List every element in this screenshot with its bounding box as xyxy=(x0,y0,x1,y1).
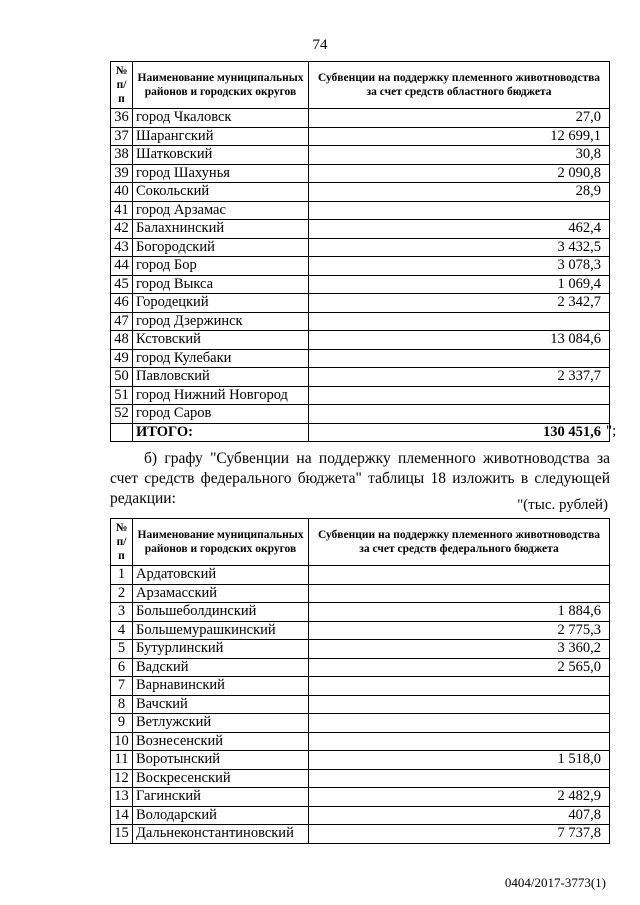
table-row xyxy=(111,769,610,788)
district-name: город Кулебаки xyxy=(133,349,309,368)
subsidy-value xyxy=(309,695,610,714)
subsidy-value: 1 518,0 xyxy=(309,751,610,770)
row-number: 37 xyxy=(111,127,133,146)
subsidy-value: 3 360,2 xyxy=(309,640,610,659)
table-row xyxy=(111,275,610,294)
subsidy-value xyxy=(309,677,610,696)
row-number: 1 xyxy=(111,566,133,585)
district-name: город Выкса xyxy=(133,275,309,294)
subsidy-value: 12 699,1 xyxy=(309,127,610,146)
table-row xyxy=(111,677,610,696)
paragraph-text: б) графу "Субвенции на поддержку племенного животноводства за счет средств федерального бюджета" таблицы 18 изложить в следующей редакции: xyxy=(110,450,610,507)
table-row xyxy=(111,368,610,387)
row-number: 4 xyxy=(111,621,133,640)
row-number: 42 xyxy=(111,220,133,239)
page-number: 74 xyxy=(312,37,328,53)
row-number: 12 xyxy=(111,769,133,788)
table-row xyxy=(111,201,610,220)
district-name: Шатковский xyxy=(133,146,309,165)
row-number: 49 xyxy=(111,349,133,368)
district-name: Арзамасский xyxy=(133,584,309,603)
table-row xyxy=(111,183,610,202)
table-row xyxy=(111,640,610,659)
subsidy-value xyxy=(309,201,610,220)
district-name: город Дзержинск xyxy=(133,312,309,331)
subsidy-value: 28,9 xyxy=(309,183,610,202)
row-number: 39 xyxy=(111,164,133,183)
row-number: 46 xyxy=(111,294,133,313)
district-name: Шарангский xyxy=(133,127,309,146)
table-row xyxy=(111,825,610,844)
table-row xyxy=(111,257,610,276)
table-row xyxy=(111,238,610,257)
subsidy-value xyxy=(309,584,610,603)
district-name: Вознесенский xyxy=(133,732,309,751)
table-row xyxy=(111,603,610,622)
table-row xyxy=(111,312,610,331)
header-name: Наименование муниципальных районов и городских округов xyxy=(133,62,309,109)
subsidy-value: 2 342,7 xyxy=(309,294,610,313)
row-number: 44 xyxy=(111,257,133,276)
subsidy-value xyxy=(309,732,610,751)
district-name: Кстовский xyxy=(133,331,309,350)
subsidy-value xyxy=(309,566,610,585)
subsidy-value xyxy=(309,769,610,788)
row-number: 8 xyxy=(111,695,133,714)
row-number: 36 xyxy=(111,109,133,128)
row-number: 50 xyxy=(111,368,133,387)
table-row xyxy=(111,806,610,825)
row-number: 38 xyxy=(111,146,133,165)
subsidy-value xyxy=(309,312,610,331)
district-name: Вадский xyxy=(133,658,309,677)
district-name: Воротынский xyxy=(133,751,309,770)
subsidy-value xyxy=(309,349,610,368)
table-row xyxy=(111,621,610,640)
district-name: город Бор xyxy=(133,257,309,276)
district-name: Бутурлинский xyxy=(133,640,309,659)
subsidy-value: 407,8 xyxy=(309,806,610,825)
subsidy-value: 3 432,5 xyxy=(309,238,610,257)
table-row xyxy=(111,127,610,146)
district-name: город Чкаловск xyxy=(133,109,309,128)
total-row xyxy=(111,423,610,442)
subsidy-value: 7 737,8 xyxy=(309,825,610,844)
table-header-row xyxy=(111,62,610,109)
district-name: город Арзамас xyxy=(133,201,309,220)
table-row xyxy=(111,658,610,677)
subsidy-value: 2 565,0 xyxy=(309,658,610,677)
table-row xyxy=(111,294,610,313)
district-name: Богородский xyxy=(133,238,309,257)
table-row xyxy=(111,788,610,807)
table-row xyxy=(111,386,610,405)
district-name: Балахнинский xyxy=(133,220,309,239)
table-row xyxy=(111,331,610,350)
table-row xyxy=(111,349,610,368)
row-number: 40 xyxy=(111,183,133,202)
total-label: ИТОГО: xyxy=(133,423,309,442)
row-number: 51 xyxy=(111,386,133,405)
district-name: Воскресенский xyxy=(133,769,309,788)
header-number: № п/п xyxy=(111,62,133,109)
row-number: 45 xyxy=(111,275,133,294)
row-number: 10 xyxy=(111,732,133,751)
header-value: Субвенции на поддержку племенного животноводства за счет средств областного бюджета xyxy=(309,62,610,109)
table-row xyxy=(111,732,610,751)
subsidy-value: 2 090,8 xyxy=(309,164,610,183)
table-row xyxy=(111,146,610,165)
closing-quote-mark: "; xyxy=(606,423,617,439)
table-row xyxy=(111,714,610,733)
row-number: 41 xyxy=(111,201,133,220)
row-number: 52 xyxy=(111,405,133,424)
district-name: город Саров xyxy=(133,405,309,424)
row-number: 5 xyxy=(111,640,133,659)
district-name: Ветлужский xyxy=(133,714,309,733)
subsidy-value: 27,0 xyxy=(309,109,610,128)
subsidy-value: 2 775,3 xyxy=(309,621,610,640)
row-number: 6 xyxy=(111,658,133,677)
district-name: город Нижний Новгород xyxy=(133,386,309,405)
federal-subsidy-table xyxy=(110,518,610,844)
subsidy-value: 1 884,6 xyxy=(309,603,610,622)
district-name: Варнавинский xyxy=(133,677,309,696)
row-number: 15 xyxy=(111,825,133,844)
row-number: 13 xyxy=(111,788,133,807)
header-number: № п/п xyxy=(111,519,133,566)
subsidy-value: 1 069,4 xyxy=(309,275,610,294)
district-name: Ардатовский xyxy=(133,566,309,585)
table-row xyxy=(111,164,610,183)
header-name: Наименование муниципальных районов и городских округов xyxy=(133,519,309,566)
district-name: Большеболдинский xyxy=(133,603,309,622)
table-row xyxy=(111,695,610,714)
district-name: город Шахунья xyxy=(133,164,309,183)
subsidy-value: 2 337,7 xyxy=(309,368,610,387)
subsidy-value: 13 084,6 xyxy=(309,331,610,350)
district-name: Большемурашкинский xyxy=(133,621,309,640)
row-number: 48 xyxy=(111,331,133,350)
units-note: "(тыс. рублей) xyxy=(517,497,608,513)
subsidy-value: 3 078,3 xyxy=(309,257,610,276)
district-name: Сокольский xyxy=(133,183,309,202)
district-name: Володарский xyxy=(133,806,309,825)
subsidy-value xyxy=(309,405,610,424)
district-name: Вачский xyxy=(133,695,309,714)
table-row xyxy=(111,109,610,128)
subsidy-value: 2 482,9 xyxy=(309,788,610,807)
table-row xyxy=(111,566,610,585)
total-value: 130 451,6 xyxy=(309,423,610,442)
table-row xyxy=(111,751,610,770)
row-number: 7 xyxy=(111,677,133,696)
subsidy-value: 462,4 xyxy=(309,220,610,239)
header-value: Субвенции на поддержку племенного животноводства за счет средств федерального бюджета xyxy=(309,519,610,566)
district-name: Гагинский xyxy=(133,788,309,807)
row-number: 11 xyxy=(111,751,133,770)
table-row xyxy=(111,220,610,239)
subsidy-value xyxy=(309,714,610,733)
subsidy-value: 30,8 xyxy=(309,146,610,165)
row-number: 14 xyxy=(111,806,133,825)
district-name: Павловский xyxy=(133,368,309,387)
table-header-row xyxy=(111,519,610,566)
row-number: 43 xyxy=(111,238,133,257)
row-number: 9 xyxy=(111,714,133,733)
table-row xyxy=(111,405,610,424)
row-number: 3 xyxy=(111,603,133,622)
regional-subsidy-table xyxy=(110,61,610,442)
row-number: 47 xyxy=(111,312,133,331)
district-name: Городецкий xyxy=(133,294,309,313)
district-name: Дальнеконстантиновский xyxy=(133,825,309,844)
document-code: 0404/2017-3773(1) xyxy=(504,875,606,890)
table-row xyxy=(111,584,610,603)
subsidy-value xyxy=(309,386,610,405)
row-number: 2 xyxy=(111,584,133,603)
